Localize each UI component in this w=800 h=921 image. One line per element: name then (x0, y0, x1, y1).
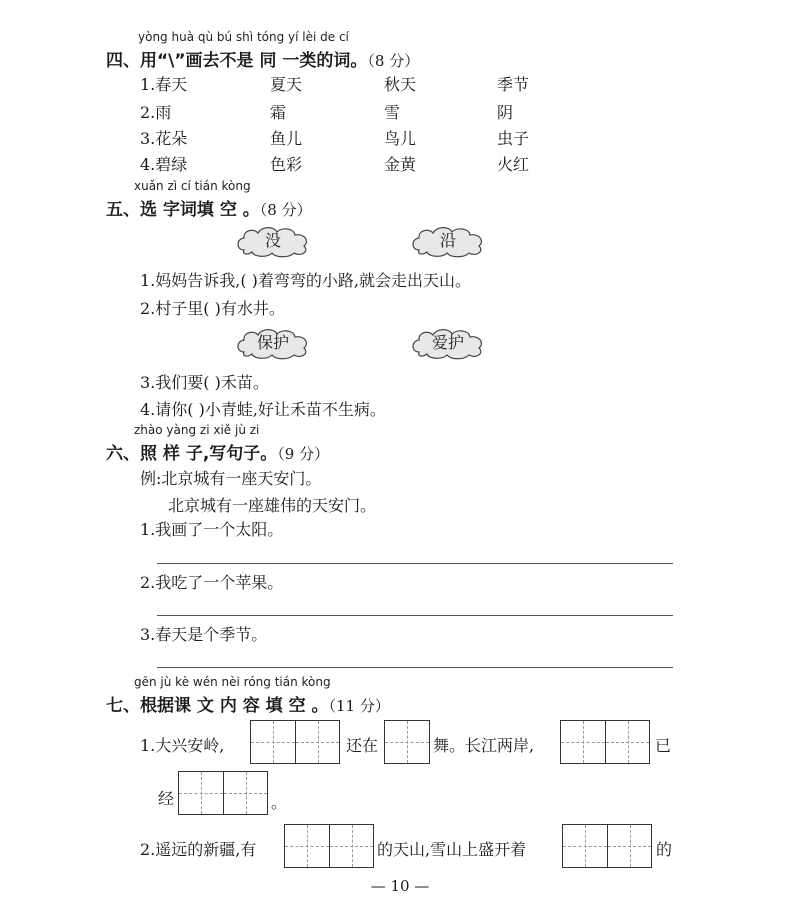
answer-line-1[interactable] (157, 563, 673, 564)
q4-word[interactable]: 阴 (497, 103, 514, 122)
q4-title-b: 同 一类的词。 (259, 51, 368, 71)
writing-grid[interactable] (560, 720, 650, 764)
cloud-word-2: 沿 (439, 231, 456, 250)
q6-item-1: 1.我画了一个太阳。 (140, 520, 284, 539)
q6-heading (106, 439, 329, 464)
cloud-word-1: 没 (264, 231, 281, 250)
q4-word[interactable]: 3.花朵 (140, 129, 188, 148)
q5-sentence-1: 1.妈妈告诉我,( )着弯弯的小路,就会走出天山。 (140, 271, 472, 290)
q4-title-a: 用“\”画去不是 (140, 51, 254, 71)
q6-item-3: 3.春天是个季节。 (140, 625, 268, 644)
writing-grid[interactable] (178, 771, 268, 815)
q4-heading (106, 46, 419, 71)
q7-line1-a: 1.大兴安岭, (140, 736, 225, 755)
word-cloud (234, 224, 312, 258)
q5-pinyin: xuǎn zì cí tián kòng (134, 179, 251, 193)
q4-word[interactable]: 秋天 (384, 75, 417, 94)
q7-line1-b: 还在 (346, 736, 379, 755)
q4-word[interactable]: 色彩 (270, 155, 303, 174)
q4-word[interactable]: 2.雨 (140, 103, 172, 122)
q4-word[interactable]: 夏天 (270, 75, 303, 94)
q4-number: 四、 (106, 51, 140, 71)
q5-sentence-3: 3.我们要( )禾苗。 (140, 373, 269, 392)
q6-pinyin: zhào yàng zi xiě jù zi (134, 423, 260, 437)
q4-word[interactable]: 1.春天 (140, 75, 188, 94)
q4-word[interactable]: 4.碧绿 (140, 155, 188, 174)
q7-line3-b: 的天山,雪山上盛开着 (377, 840, 527, 859)
word-cloud (409, 224, 487, 258)
q6-points: （9 分） (277, 445, 330, 463)
q7-line1-d: 已 (655, 736, 672, 755)
q4-pinyin: yòng huà qù bú shì tóng yí lèi de cí (138, 30, 349, 44)
q4-word[interactable]: 金黄 (384, 155, 417, 174)
writing-grid[interactable] (250, 720, 340, 764)
q4-word[interactable]: 火红 (497, 155, 530, 174)
page-number: — 10 — (370, 877, 430, 895)
q4-word[interactable]: 虫子 (497, 129, 530, 148)
word-cloud (234, 326, 312, 360)
q5-sentence-2: 2.村子里( )有水井。 (140, 299, 285, 318)
q6-title: 六、照 样 子,写句子。 (106, 444, 278, 464)
q7-title: 七、根据课 文 内 容 填 空 。 (106, 696, 329, 716)
q4-word[interactable]: 鸟儿 (384, 129, 417, 148)
writing-grid[interactable] (562, 824, 652, 868)
q6-example: 例:北京城有一座天安门。 (140, 469, 322, 488)
word-cloud (409, 326, 487, 360)
q7-line2-b: 。 (271, 793, 288, 812)
q7-line3-c: 的 (656, 840, 673, 859)
q7-points: （11 分） (328, 697, 390, 715)
q6-item-2: 2.我吃了一个苹果。 (140, 573, 284, 592)
q5-heading (106, 195, 312, 220)
q7-pinyin: gēn jù kè wén nèi róng tián kòng (134, 675, 331, 689)
q4-points: （8 分） (367, 52, 420, 70)
q4-word[interactable]: 雪 (384, 103, 401, 122)
q5-sentence-4: 4.请你( )小青蛙,好让禾苗不生病。 (140, 400, 386, 419)
answer-line-3[interactable] (157, 667, 673, 668)
q7-heading (106, 691, 390, 716)
cloud-word-4: 爱护 (431, 333, 464, 352)
writing-grid[interactable] (284, 824, 374, 868)
q7-line2-a: 经 (158, 789, 175, 808)
q4-word[interactable]: 霜 (270, 103, 287, 122)
cloud-word-3: 保护 (256, 333, 289, 352)
writing-grid[interactable] (384, 720, 430, 764)
q5-points: （8 分） (259, 201, 312, 219)
q7-line1-c: 舞。长江两岸, (433, 736, 535, 755)
q4-word[interactable]: 季节 (497, 75, 530, 94)
answer-line-2[interactable] (157, 615, 673, 616)
q6-example-rewritten: 北京城有一座雄伟的天安门。 (168, 496, 377, 515)
q5-title: 五、选 字词填 空 。 (106, 200, 260, 220)
q4-word[interactable]: 鱼儿 (270, 129, 303, 148)
q7-line3-a: 2.遥远的新疆,有 (140, 840, 257, 859)
